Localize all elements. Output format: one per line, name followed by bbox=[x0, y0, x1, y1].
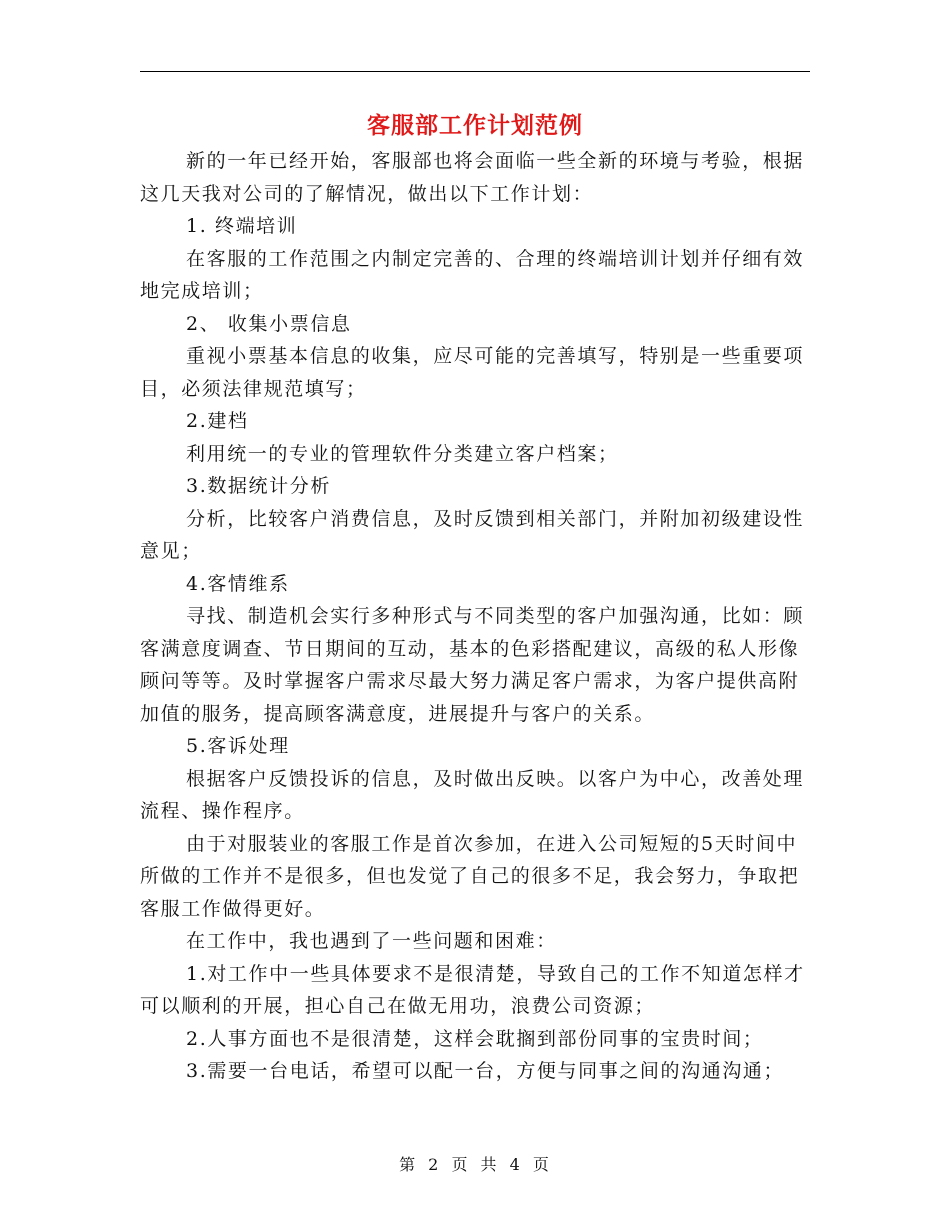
document-body bbox=[140, 145, 810, 1088]
problem-item-2: 2.人事方面也不是很清楚，这样会耽搁到部份同事的宝贵时间； bbox=[186, 1027, 764, 1050]
paragraph-reflection: 由于对服装业的客服工作是首次参加，在进入公司短短的5天时间中所做的工作并不是很多，但也发觉了自己的很多不足，我会努力，争取把客服工作做得更好。 bbox=[140, 832, 800, 920]
paragraph-receipt-info: 重视小票基本信息的收集，应尽可能的完善填写，特别是一些重要项目，必须法律规范填写； bbox=[140, 345, 805, 400]
heading-complaints: 5.客诉处理 bbox=[186, 735, 290, 757]
heading-customer-relations: 4.客情维系 bbox=[186, 572, 290, 595]
paragraph-archive: 利用统一的专业的管理软件分类建立客户档案； bbox=[186, 442, 619, 465]
paragraph-terminal-training: 在客服的工作范围之内制定完善的、合理的终端培训计划并仔细有效地完成培训； bbox=[140, 247, 805, 302]
paragraph-customer-relations: 寻找、制造机会实行多种形式与不同类型的客户加强沟通，比如：顾客满意度调查、节日期间的互动，基本的色彩搭配建议，高级的私人形像顾问等等。及时掌握客户需求尽最大努力满足客户需求，为客户提供高附加值的服务，提高顾客满意度，进展提升与客户的关系。 bbox=[140, 605, 805, 725]
paragraph-data-analysis: 分析，比较客户消费信息，及时反馈到相关部门，并附加初级建设性意见； bbox=[140, 507, 805, 562]
paragraph-problems-intro: 在工作中，我也遇到了一些问题和困难： bbox=[186, 930, 557, 952]
paragraph-complaints: 根据客户反馈投诉的信息，及时做出反映。以客户为中心，改善处理流程、操作程序。 bbox=[140, 767, 805, 822]
heading-data-analysis: 3.数据统计分析 bbox=[186, 475, 331, 497]
page-title: 客服部工作计划范例 bbox=[367, 112, 583, 139]
heading-archive: 2.建档 bbox=[186, 410, 249, 432]
problem-item-3: 3.需要一台电话，希望可以配一台，方便与同事之间的沟通沟通； bbox=[186, 1060, 785, 1082]
heading-terminal-training: 1. 终端培训 bbox=[186, 215, 298, 237]
problem-item-1: 1.对工作中一些具体要求不是很清楚，导致自己的工作不知道怎样才可以顺利的开展，担心自己在做无用功，浪费公司资源； bbox=[140, 962, 805, 1017]
header-rule bbox=[140, 71, 810, 72]
page-footer: 第 2 页 共 4 页 bbox=[399, 1155, 551, 1174]
paragraph-intro: 新的一年已经开始，客服部也将会面临一些全新的环境与考验，根据这几天我对公司的了解情况，做出以下工作计划： bbox=[140, 150, 805, 205]
heading-receipt-info: 2、 收集小票信息 bbox=[186, 312, 352, 335]
